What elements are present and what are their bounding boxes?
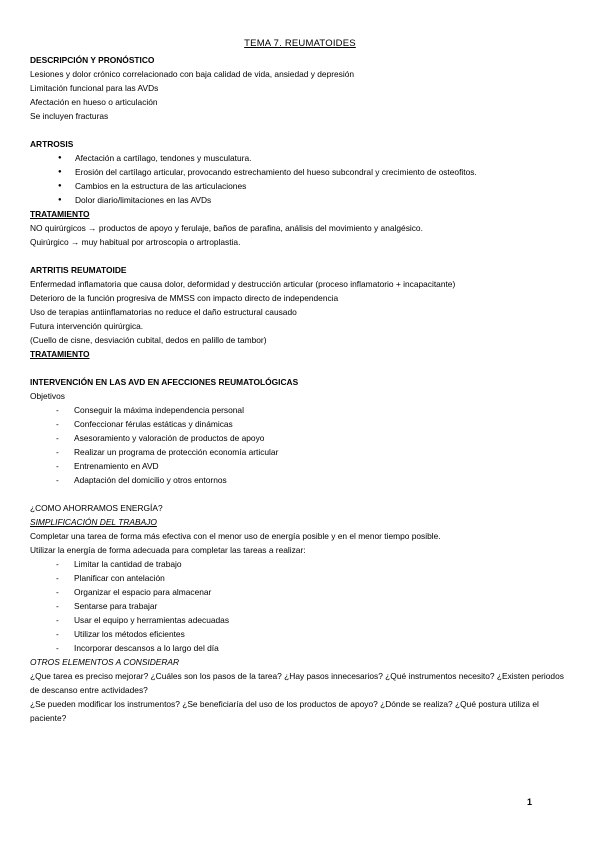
paragraph-line: Enfermedad inflamatoria que causa dolor, deformidad y destrucción articular (proceso inflamatorio + incapacitante) (30, 279, 456, 289)
paragraph-line: Deterioro de la función progresiva de MMSS con impacto directo de independencia (30, 293, 339, 303)
list-item: ● Cambios en la estructura de las articulaciones (30, 179, 575, 193)
section-heading-artritis: ARTRITIS REUMATOIDE (30, 265, 127, 275)
subheading-objetivos: Objetivos (30, 391, 65, 401)
list-item: - Incorporar descansos a lo largo del día (30, 641, 575, 655)
list-item: - Confeccionar férulas estáticas y dinámicas (30, 417, 575, 431)
paragraph-line: NO quirúrgicos → productos de apoyo y ferulaje, baños de parafina, análisis del movimiento y analgésico. (30, 223, 423, 233)
paragraph-line: Uso de terapias antiinflamatorias no reduce el daño estructural causado (30, 307, 297, 317)
list-item: ● Erosión del cartílago articular, provocando estrechamiento del hueso subcondral y crecimiento de osteofitos. (30, 165, 575, 179)
document-title: TEMA 7. REUMATOIDES (244, 38, 356, 49)
list-item: - Asesoramiento y valoración de productos de apoyo (30, 431, 575, 445)
simplificacion-list (30, 557, 575, 655)
subheading-otros-elementos: OTROS ELEMENTOS A CONSIDERAR (30, 657, 180, 667)
list-item: - Conseguir la máxima independencia personal (30, 403, 575, 417)
section-heading-energia: ¿COMO AHORRAMOS ENERGÍA? (30, 503, 163, 513)
paragraph-line: Completar una tarea de forma más efectiva con el menor uso de energía posible y en el menor tiempo posible. (30, 531, 441, 541)
list-item: - Limitar la cantidad de trabajo (30, 557, 575, 571)
section-heading-artrosis: ARTROSIS (30, 139, 74, 149)
subheading-tratamiento: TRATAMIENTO (30, 349, 90, 359)
artrosis-bullet-list (30, 151, 575, 207)
list-item: - Organizar el espacio para almacenar (30, 585, 575, 599)
list-item: - Utilizar los métodos eficientes (30, 627, 575, 641)
paragraph: ¿Que tarea es preciso mejorar? ¿Cuáles son los pasos de la tarea? ¿Hay pasos innecesarios? ¿Qué instrumentos necesito? ¿Existen periodos de descanso entre actividades? (30, 671, 564, 695)
paragraph: ¿Se pueden modificar los instrumentos? ¿Se beneficiaría del uso de los productos de apoyo? ¿Dónde se realiza? ¿Qué postura utiliza el paciente? (30, 699, 539, 723)
objetivos-list (30, 403, 575, 487)
list-item: - Usar el equipo y herramientas adecuadas (30, 613, 575, 627)
paragraph-line: Utilizar la energía de forma adecuada para completar las tareas a realizar: (30, 545, 306, 555)
section-heading-descripcion: DESCRIPCIÓN Y PRONÓSTICO (30, 55, 155, 65)
page-number: 1 (526, 797, 532, 807)
list-item: - Entrenamiento en AVD (30, 459, 575, 473)
list-item: - Sentarse para trabajar (30, 599, 575, 613)
paragraph-line: Limitación funcional para las AVDs (30, 83, 159, 93)
paragraph-line: (Cuello de cisne, desviación cubital, dedos en palillo de tambor) (30, 335, 267, 345)
list-item: - Adaptación del domicilio y otros entornos (30, 473, 575, 487)
subheading-tratamiento: TRATAMIENTO (30, 209, 90, 219)
list-item: ● Afectación a cartílago, tendones y musculatura. (30, 151, 575, 165)
subheading-simplificacion: SIMPLIFICACIÓN DEL TRABAJO (30, 517, 157, 527)
document-body (30, 53, 575, 725)
paragraph-line: Se incluyen fracturas (30, 111, 109, 121)
list-item: - Planificar con antelación (30, 571, 575, 585)
paragraph-line: Quirúrgico → muy habitual por artroscopia o artroplastia. (30, 237, 241, 247)
paragraph-line: Futura intervención quirúrgica. (30, 321, 144, 331)
section-heading-intervencion: INTERVENCIÓN EN LAS AVD EN AFECCIONES REUMATOLÓGICAS (30, 377, 299, 387)
list-item: ● Dolor diario/limitaciones en las AVDs (30, 193, 575, 207)
paragraph-line: Lesiones y dolor crónico correlacionado con baja calidad de vida, ansiedad y depresión (30, 69, 355, 79)
paragraph-line: Afectación en hueso o articulación (30, 97, 158, 107)
list-item: - Realizar un programa de protección economía articular (30, 445, 575, 459)
